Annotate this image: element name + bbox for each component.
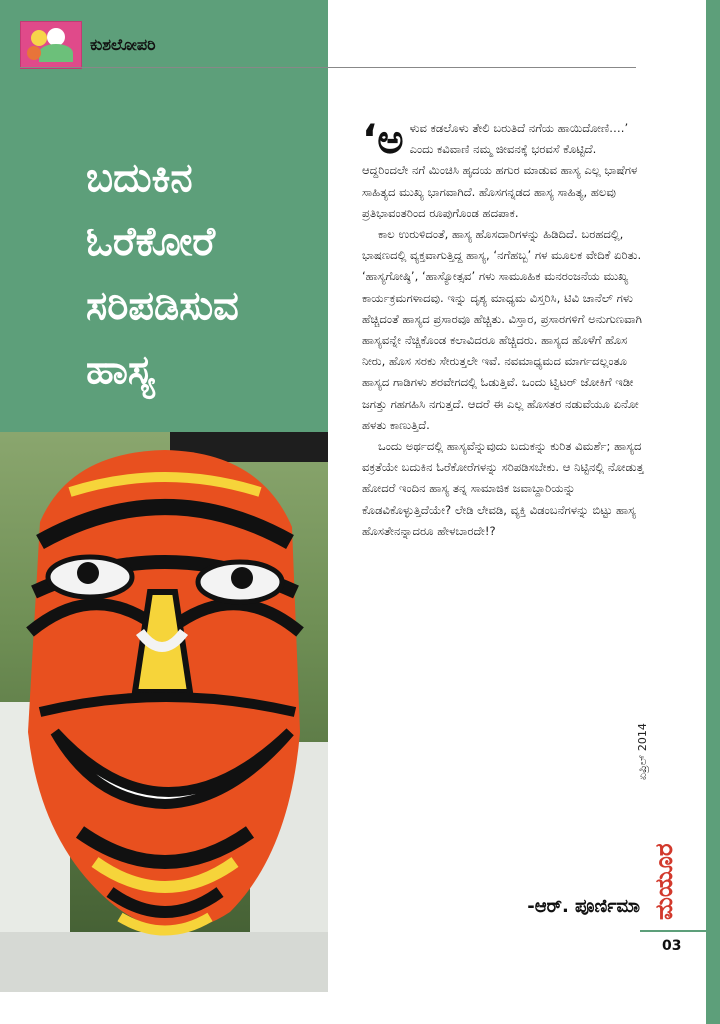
- article-paragraph: ಕಾಲ ಉರುಳಿದಂತೆ, ಹಾಸ್ಯ ಹೊಸದಾರಿಗಳನ್ನು ಹಿಡಿದಿದೆ. ಬರಹದಲ್ಲಿ, ಭಾಷಣದಲ್ಲಿ ವ್ಯಕ್ತವಾಗುತ್ತಿದ್ದ ಹಾಸ್ಯ, ‘ನಗೆಹಬ್ಬ’ ಗಳ ಮೂಲಕ ವೇದಿಕೆ ಏರಿತು. ‘ಹಾಸ್ಯಗೋಷ್ಠಿ’, ‘ಹಾಸ್ಯೋತ್ಸವ’ ಗಳು ಸಾಮೂಹಿಕ ಮನರಂಜನೆಯ ಮುಖ್ಯ ಕಾರ್ಯಕ್ರಮಗಳಾದವು. ಇನ್ನು ದೃಶ್ಯ ಮಾಧ್ಯಮ ವಿಸ್ತರಿಸಿ, ಟಿವಿ ಚಾನೆಲ್ ಗಳು ಹೆಚ್ಚಿದಂತೆ ಹಾಸ್ಯದ ಪ್ರಸಾರವೂ ಹೆಚ್ಚಿತು. ವಿಸ್ತಾರ, ಪ್ರಸಾರಗಳಿಗೆ ಅನುಗುಣವಾಗಿ ಹಾಸ್ಯವನ್ನೇ ನೆಚ್ಚಿಕೊಂಡ ಕಲಾವಿದರೂ ಹೆಚ್ಚಿದರು. ಹಾಸ್ಯದ ಹೊಳೆಗೆ ಹೊಸ ನೀರು, ಹೊಸ ಸರಕು ಸೇರುತ್ತಲೇ ಇವೆ. ನವಮಾಧ್ಯಮದ ಮಾರ್ಗದಲ್ಲಂತೂ ಹಾಸ್ಯದ ಗಾಡಿಗಳು ಶರವೇಗದಲ್ಲಿ ಓಡುತ್ತಿವೆ. ಒಂದು ಟ್ವಿಟರ್ ಜೋಕಿಗೆ ಇಡೀ ಜಗತ್ತು ಗಹಗಹಿಸಿ ನಗುತ್ತದೆ. ಆದರೆ ಈ ಎಲ್ಲ ಹೊಸತರ ನಡುವೆಯೂ ಏನೋ ಹಳತು ಕಾಣುತ್ತಿದೆ.: [362, 227, 642, 432]
- paragraph-text: ಳುವ ಕಡಲೊಳು ತೇಲಿ ಬರುತಿದೆ ನಗೆಯ ಹಾಯಿದೋಣಿ….’ ಎಂದು ಕವಿವಾಣಿ ನಮ್ಮ ಜೀವನಕ್ಕೆ ಭರವಸೆ ಕೊಟ್ಟಿದೆ. ಆದ್ದರಿಂದಲೇ ನಗೆ ಮಿಂಚಿಸಿ ಹೃದಯ ಹಗುರ ಮಾಡುವ ಹಾಸ್ಯ ಎಲ್ಲ ಭಾಷೆಗಳ ಸಾಹಿತ್ಯದ ಮುಖ್ಯ ಭಾಗವಾಗಿದೆ. ಹೊಸಗನ್ನಡದ ಹಾಸ್ಯ ಸಾಹಿತ್ಯ, ಹಲವು ಪ್ರತಿಭಾವಂತರಿಂದ ರೂಪುಗೊಂಡ ಹದಪಾಕ.: [362, 121, 638, 220]
- right-accent-bar: [706, 0, 720, 1024]
- article-paragraph: ಒಂದು ಅರ್ಥದಲ್ಲಿ ಹಾಸ್ಯವೆನ್ನುವುದು ಬದುಕನ್ನು ಕುರಿತ ವಿಮರ್ಶೆ; ಹಾಸ್ಯದ ವಕ್ರತೆಯೇ ಬದುಕಿನ ಓರೆಕೋರೆಗಳನ್ನು ಸರಿಪಡಿಸಬೇಕು. ಆ ನಿಟ್ಟಿನಲ್ಲಿ ನೋಡುತ್ತ ಹೋದರೆ ಇಂದಿನ ಹಾಸ್ಯ ತನ್ನ ಸಾಮಾಜಿಕ ಜವಾಬ್ದಾರಿಯನ್ನು ಕೊಡವಿಕೊಳ್ಳುತ್ತಿದೆಯೇ? ಲೇಡಿ ಲೇವಡಿ, ವ್ಯಕ್ತಿ ವಿಡಂಬನೆಗಳನ್ನು ಬಿಟ್ಟು ಹಾಸ್ಯ ಹೊಸತೇನನ್ನಾದರೂ ಹೇಳಬಾರದೇ!?: [362, 439, 644, 538]
- section-header: [20, 22, 156, 68]
- drop-cap: ‘ಅ: [362, 117, 404, 163]
- section-label: ಕುಶಲೋಪರಿ: [90, 35, 156, 54]
- title-line: ಓರೆಕೋರೆ: [86, 219, 216, 265]
- title-line: ಬದುಕಿನ: [86, 155, 193, 201]
- issue-date: ಏಪ್ರಿಲ್ 2014: [636, 723, 649, 780]
- article-paragraph: [362, 118, 644, 224]
- article-body: [362, 118, 644, 542]
- magazine-sidebar: [636, 723, 678, 920]
- magazine-logo-icon: [20, 21, 82, 69]
- author-byline: -ಆರ್. ಪೂರ್ಣಿಮಾ: [527, 896, 640, 917]
- article-title: [86, 146, 326, 402]
- mask-photo: [0, 432, 328, 992]
- title-line: ಹಾಸ್ಯ: [86, 347, 155, 393]
- page-number: 03: [662, 938, 682, 954]
- page-number-divider: [640, 930, 706, 932]
- magazine-brand: ಮಯೂರ: [650, 843, 678, 920]
- title-line: ಸರಿಪಡಿಸುವ: [86, 283, 239, 329]
- mask-illustration: [0, 432, 328, 992]
- header-divider: [20, 67, 636, 68]
